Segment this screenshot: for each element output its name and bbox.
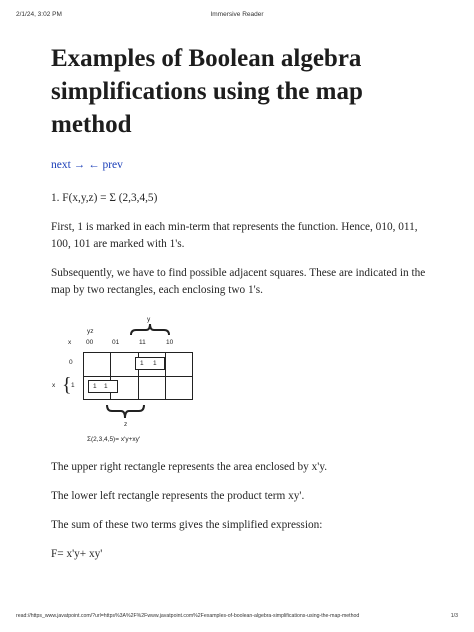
var-z-label: z — [124, 421, 128, 428]
paragraph-upper-right: The upper right rectangle represents the area enclosed by x'y. — [51, 461, 328, 473]
kmap-cell-111 — [138, 376, 165, 400]
kmap-cell-010 — [165, 353, 192, 377]
prev-link[interactable]: ← prev — [88, 159, 123, 171]
paragraph-minterms: First, 1 is marked in each min-term that represents the function. Hence, 010, 011, 100, 101 are marked with 1's. — [51, 221, 418, 250]
kmap-cell-001 — [111, 353, 138, 377]
col-header-10: 10 — [166, 339, 174, 346]
var-yz-label: yz — [87, 328, 94, 335]
one-mark: 1 — [104, 383, 108, 390]
lower-left-rectangle — [88, 380, 118, 393]
print-datetime: 2/1/24, 3:02 PM — [16, 11, 62, 18]
z-brace-icon — [106, 404, 146, 420]
col-header-01: 01 — [112, 339, 120, 346]
row-header-0: 0 — [69, 359, 73, 366]
one-mark: 1 — [153, 360, 157, 367]
col-header-00: 00 — [86, 339, 94, 346]
x-brace-icon: { — [62, 374, 72, 396]
upper-right-rectangle — [135, 357, 165, 370]
one-mark: 1 — [93, 383, 97, 390]
karnaugh-map-diagram — [52, 312, 218, 447]
next-link[interactable]: next → — [51, 159, 86, 171]
example-function: 1. F(x,y,z) = Σ (2,3,4,5) — [51, 192, 158, 204]
var-x-label: x — [68, 339, 72, 346]
paragraph-adjacent: Subsequently, we have to find possible adjacent squares. These are indicated in the map by two rectangles, each enclosing two 1's. — [51, 267, 426, 296]
simplified-expression: F= x'y+ xy' — [51, 548, 103, 560]
paragraph-lower-left: The lower left rectangle represents the product term xy'. — [51, 490, 305, 502]
kmap-cell-000 — [84, 353, 111, 377]
kmap-expression: Σ(2,3,4,5)= x'y+xy' — [87, 436, 141, 443]
article-title: Examples of Boolean algebra simplifications using the map method — [51, 45, 363, 138]
y-brace-icon — [130, 322, 170, 336]
print-page-number: 1/3 — [450, 613, 458, 619]
one-mark: 1 — [140, 360, 144, 367]
print-url: read://https_www.javatpoint.com/?url=https%3A%2F%2Fwww.javatpoint.com%2Fexamples-of-boolean-algebra-simplifications-using-the-map-method — [16, 613, 360, 619]
print-footer — [16, 613, 458, 623]
col-header-11: 11 — [139, 339, 146, 346]
row-header-1: 1 — [71, 382, 75, 389]
paragraph-sum: The sum of these two terms gives the simplified expression: — [51, 519, 323, 531]
article-nav — [51, 159, 123, 171]
kmap-cell-110 — [165, 376, 192, 400]
print-header — [16, 11, 458, 21]
var-y-label: y — [147, 316, 151, 323]
print-page-title: Immersive Reader — [210, 11, 264, 18]
x-brace-label: x — [52, 382, 56, 389]
